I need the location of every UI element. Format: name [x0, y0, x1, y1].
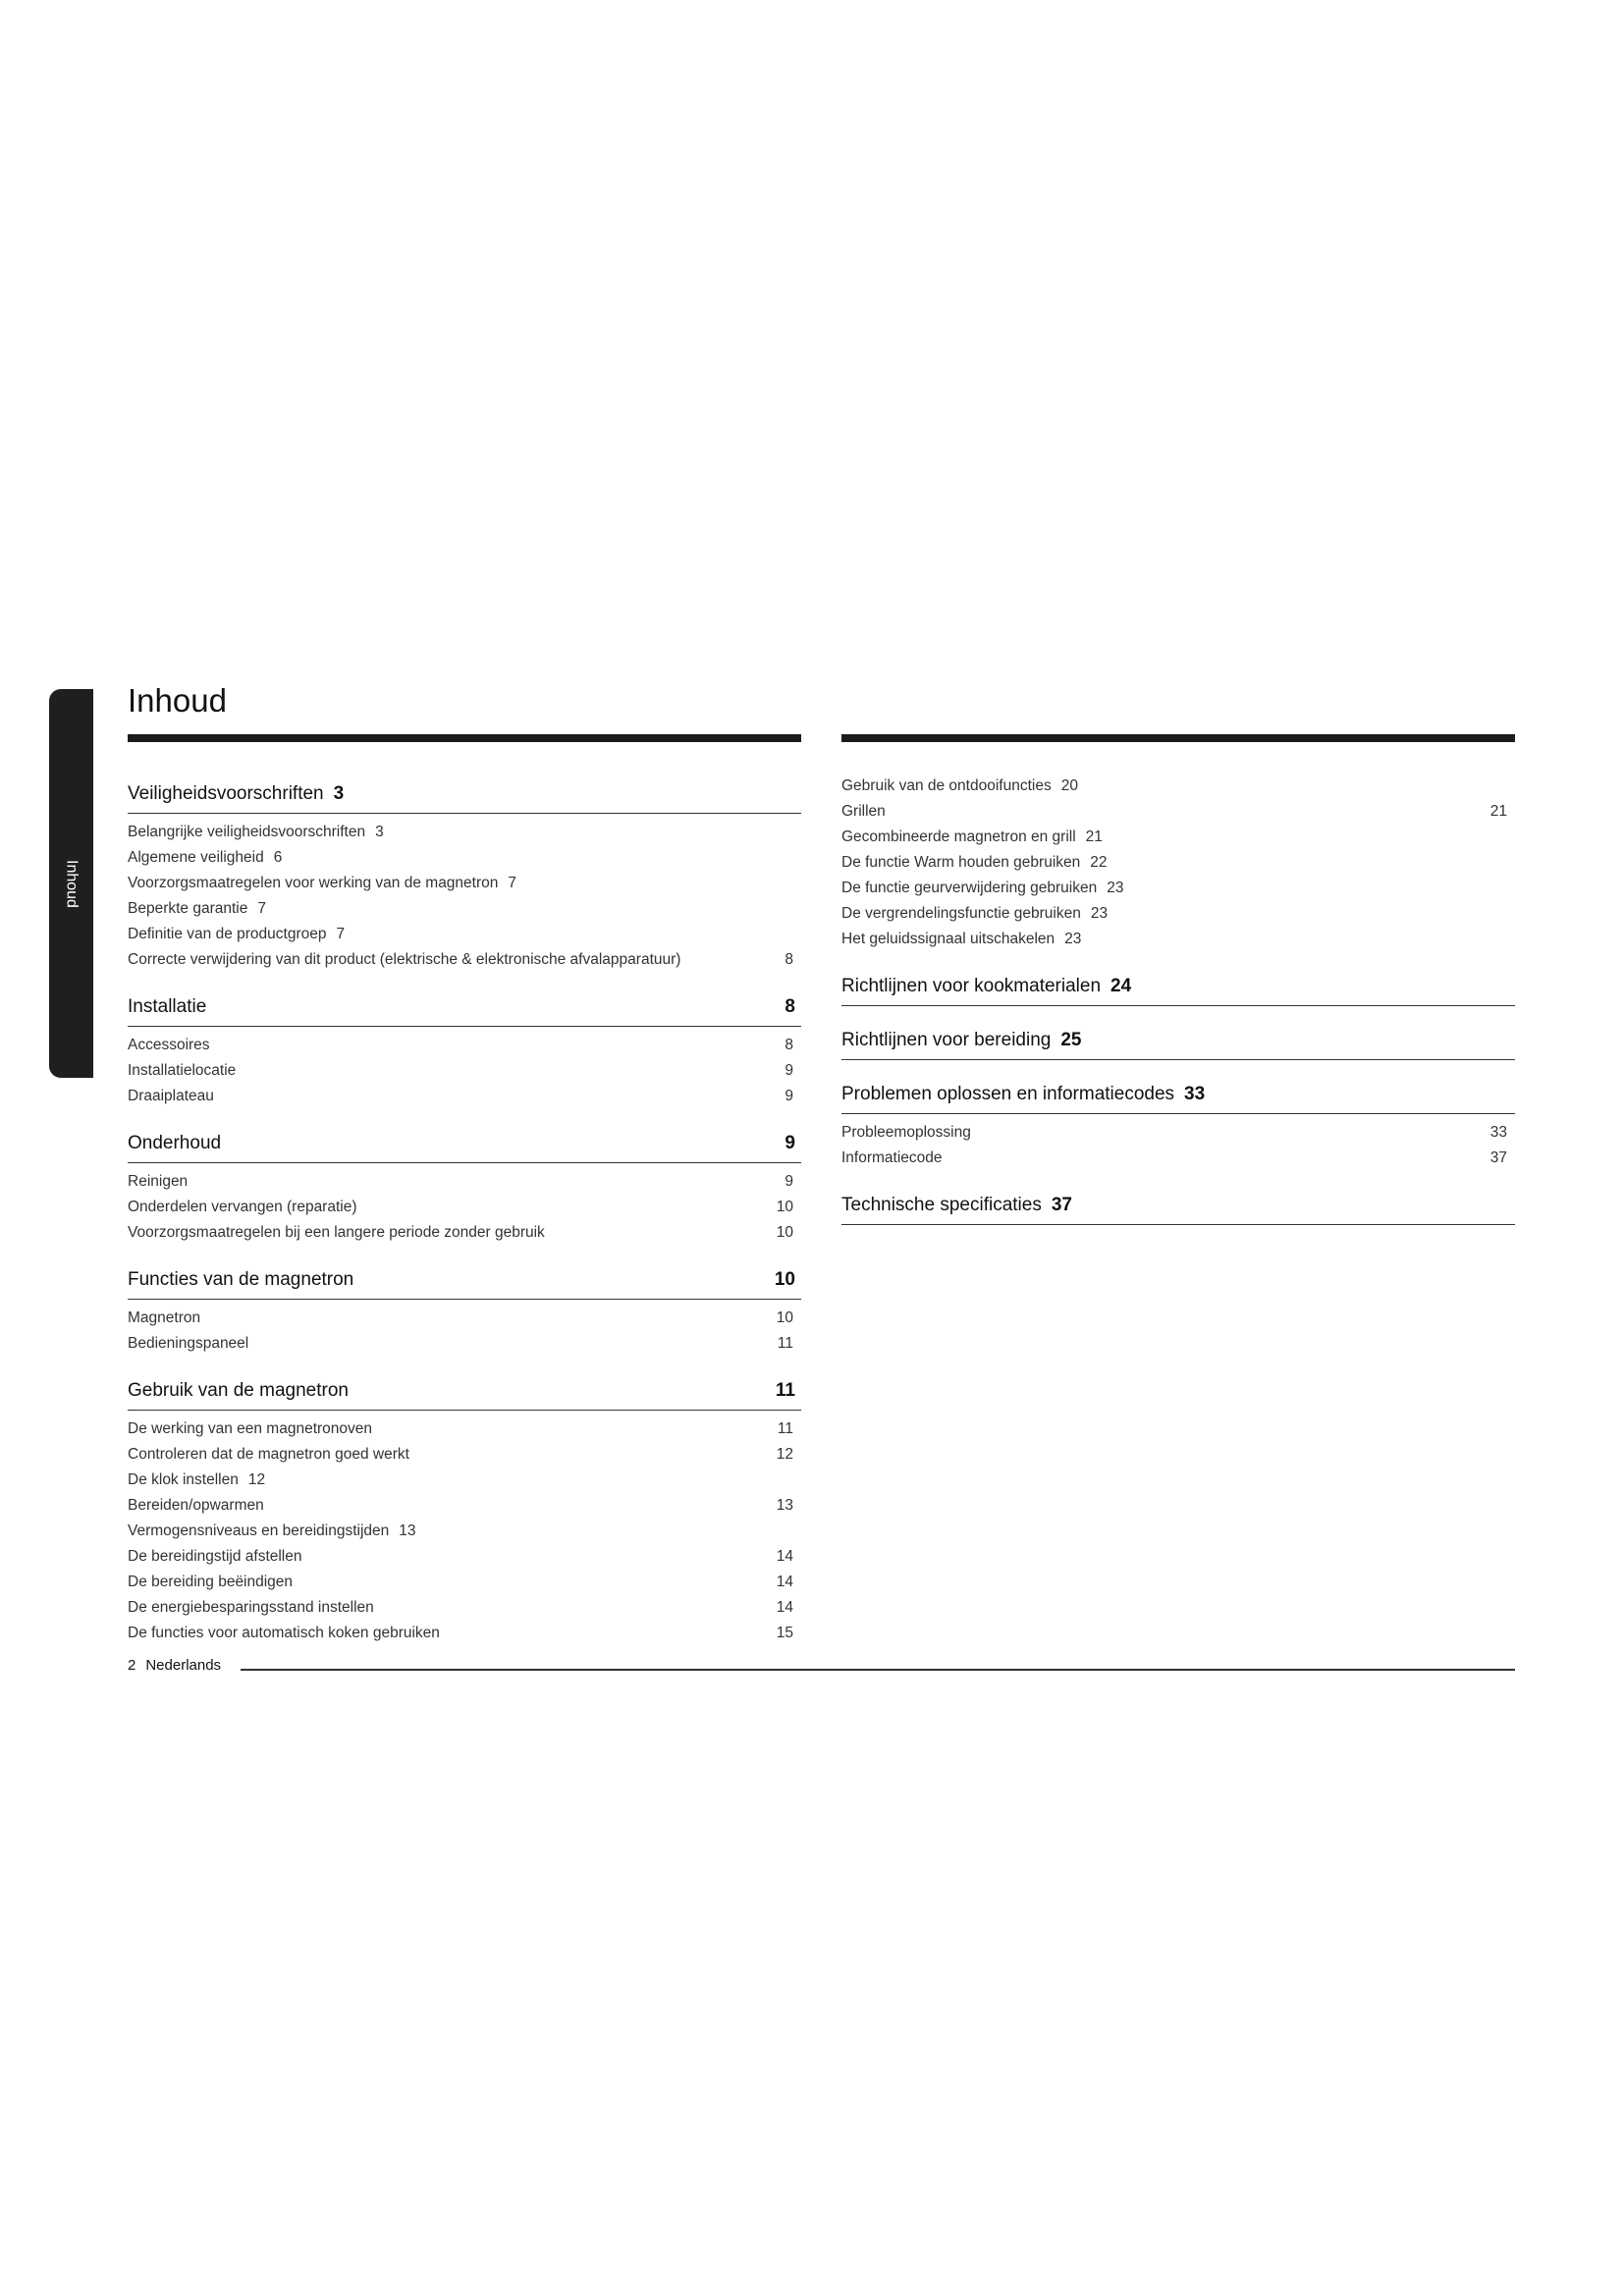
toc-entry[interactable]: [128, 1331, 801, 1357]
toc-section-heading[interactable]: [841, 974, 1515, 1006]
toc-entry[interactable]: [128, 1416, 801, 1442]
toc-section-page: 33: [1184, 1084, 1206, 1104]
toc-entry-page: 3: [375, 824, 384, 840]
toc-entry-label: [128, 1331, 248, 1357]
toc-entry-page: 9: [785, 1088, 793, 1104]
toc-entry[interactable]: [128, 1033, 801, 1058]
toc-entry-text: Algemene veiligheid: [128, 849, 264, 866]
toc-entry-label: [128, 1084, 214, 1109]
toc-entry[interactable]: [841, 1146, 1515, 1171]
toc-entry[interactable]: [841, 1120, 1515, 1146]
toc-entry-text: De bereidingstijd afstellen: [128, 1548, 302, 1565]
toc-section-title-text: Installatie: [128, 996, 207, 1017]
toc-entry-text: De klok instellen: [128, 1471, 239, 1488]
toc-entry-page: 9: [785, 1062, 793, 1079]
toc-entry-label: [841, 1146, 943, 1171]
toc-section-title: [128, 1269, 353, 1291]
toc-entry[interactable]: [128, 1220, 801, 1246]
toc-entry-text: De bereiding beëindigen: [128, 1574, 294, 1590]
toc-entry-page: 14: [776, 1599, 793, 1616]
toc-section-heading[interactable]: [128, 994, 801, 1027]
toc-entry-label: [128, 871, 516, 896]
page-title: Inhoud: [128, 682, 227, 719]
toc-entry-text: De functies voor automatisch koken gebruiken: [128, 1625, 440, 1641]
toc-entry-label: [128, 820, 384, 845]
toc-entry-label: [841, 825, 1103, 850]
toc-section-title: [841, 1084, 1205, 1105]
toc-entry-label: [841, 850, 1108, 876]
toc-entry-text: Magnetron: [128, 1309, 201, 1326]
toc-entry-page: 12: [776, 1446, 793, 1463]
toc-section-page: 11: [775, 1380, 795, 1401]
toc-section-heading[interactable]: [128, 1378, 801, 1411]
toc-entry-label: [128, 1595, 374, 1621]
toc-section-heading[interactable]: [128, 1267, 801, 1300]
toc-section-heading[interactable]: [841, 1082, 1515, 1114]
toc-entry-text: Het geluidssignaal uitschakelen: [841, 931, 1056, 947]
toc-entry-text: De functie Warm houden gebruiken: [841, 854, 1081, 871]
toc-entry-text: Beperkte garantie: [128, 900, 248, 917]
toc-entry-page: 14: [776, 1548, 793, 1565]
page-number: 2: [128, 1657, 136, 1674]
toc-section-page: 8: [785, 996, 795, 1017]
toc-entry[interactable]: [128, 1468, 801, 1493]
toc-entry-label: [841, 799, 886, 825]
title-rule-left: [128, 734, 801, 742]
toc-entry-page: 6: [273, 849, 283, 866]
toc-entry-text: Bereiden/opwarmen: [128, 1497, 264, 1514]
toc-section-page: 9: [785, 1133, 795, 1153]
toc-entry-text: De functie geurverwijdering gebruiken: [841, 880, 1098, 896]
toc-entry-page: 10: [776, 1224, 793, 1241]
toc-section-title-text: Onderhoud: [128, 1133, 222, 1153]
toc-entry-page: 23: [1107, 880, 1124, 896]
toc-entry-label: [128, 845, 282, 871]
toc-entry-label: [128, 947, 680, 973]
toc-entry-label: [128, 1416, 372, 1442]
toc-entry-label: [128, 1220, 545, 1246]
toc-entry-page: 7: [257, 900, 266, 917]
toc-section-title: [128, 1133, 221, 1154]
toc-entry-text: Belangrijke veiligheidsvoorschriften: [128, 824, 366, 840]
toc-entry-page: 21: [1085, 828, 1103, 845]
toc-entry-page: 12: [247, 1471, 266, 1488]
toc-entry[interactable]: [128, 896, 801, 922]
toc-section-title-text: Richtlijnen voor kookmaterialen: [841, 976, 1102, 996]
toc-entry-page: 8: [785, 1037, 793, 1053]
toc-entry-label: [128, 1442, 409, 1468]
page-footer: [128, 1657, 221, 1674]
toc-entry[interactable]: [841, 774, 1515, 799]
toc-section-title: [841, 1195, 1072, 1216]
toc-entry[interactable]: [841, 901, 1515, 927]
toc-entry-label: [841, 774, 1078, 799]
toc-entry-label: [841, 901, 1108, 927]
toc-entry-page: 23: [1090, 905, 1109, 922]
toc-entry-page: 7: [336, 926, 346, 942]
toc-entry-text: Vermogensniveaus en bereidingstijden: [128, 1522, 390, 1539]
toc-entry-page: 9: [785, 1173, 793, 1190]
toc-entry-text: Installatielocatie: [128, 1062, 237, 1079]
toc-entry-label: [128, 1306, 200, 1331]
toc-entry-label: [128, 1544, 302, 1570]
toc-entry-text: Bedieningspaneel: [128, 1335, 249, 1352]
toc-section-title: [128, 996, 206, 1018]
toc-section-title: [841, 1030, 1081, 1051]
toc-entry[interactable]: [128, 1621, 801, 1646]
toc-entry[interactable]: [841, 927, 1515, 952]
toc-entry[interactable]: [128, 1519, 801, 1544]
toc-entry[interactable]: [128, 1493, 801, 1519]
toc-entry-label: [128, 1169, 188, 1195]
toc-entry[interactable]: [128, 1306, 801, 1331]
toc-entry[interactable]: [128, 820, 801, 845]
toc-entry[interactable]: [841, 876, 1515, 901]
toc-entry[interactable]: [841, 799, 1515, 825]
toc-section-title-text: Technische specificaties: [841, 1195, 1042, 1215]
toc-entry-page: 20: [1060, 777, 1078, 794]
toc-section-title-text: Functies van de magnetron: [128, 1269, 354, 1290]
toc-entry[interactable]: [128, 947, 801, 973]
footer-rule: [241, 1669, 1515, 1671]
toc-entry-text: Voorzorgsmaatregelen voor werking van de magnetron: [128, 875, 499, 891]
toc-section-heading[interactable]: [841, 1028, 1515, 1060]
toc-section-page: 3: [333, 783, 345, 804]
toc-section-heading[interactable]: [128, 1131, 801, 1163]
toc-entry-page: 8: [785, 951, 793, 968]
toc-entry-text: Correcte verwijdering van dit product (elektrische & elektronische afvalapparatuur): [128, 951, 681, 968]
toc-entry[interactable]: [841, 825, 1515, 850]
toc-entry-label: [128, 922, 345, 947]
toc-section-title-text: Richtlijnen voor bereiding: [841, 1030, 1052, 1050]
toc-entry-page: 37: [1489, 1149, 1507, 1166]
toc-entry-label: [128, 1570, 293, 1595]
toc-continued-items: [841, 774, 1515, 952]
toc-entry-label: [128, 1519, 416, 1544]
toc-entry-page: 13: [399, 1522, 416, 1539]
toc-section-title: [841, 976, 1131, 997]
toc-entry-label: [128, 1058, 236, 1084]
toc-entry-text: Grillen: [841, 803, 886, 820]
toc-entry-text: Reinigen: [128, 1173, 189, 1190]
toc-section-heading[interactable]: [841, 1193, 1515, 1225]
toc-entry[interactable]: [128, 1084, 801, 1109]
toc-entry-page: 14: [776, 1574, 793, 1590]
toc-entry[interactable]: [128, 845, 801, 871]
toc-entry-page: 23: [1064, 931, 1082, 947]
toc-entry-page: 15: [776, 1625, 793, 1641]
toc-section-heading[interactable]: [128, 781, 801, 814]
toc-entry[interactable]: [128, 1595, 801, 1621]
toc-entry[interactable]: [128, 871, 801, 896]
toc-entry[interactable]: [128, 922, 801, 947]
toc-section-title: [128, 1380, 349, 1402]
toc-entry-text: Definitie van de productgroep: [128, 926, 327, 942]
footer-language: Nederlands: [145, 1657, 222, 1674]
toc-entry-page: 10: [776, 1309, 793, 1326]
toc-entry[interactable]: [128, 1169, 801, 1195]
toc-entry-text: Gebruik van de ontdooifuncties: [841, 777, 1052, 794]
toc-section-title: [128, 783, 344, 805]
toc-section-title-text: Gebruik van de magnetron: [128, 1380, 349, 1401]
toc-entry-text: De energiebesparingsstand instellen: [128, 1599, 374, 1616]
toc-entry[interactable]: [841, 850, 1515, 876]
toc-section-title-text: Problemen oplossen en informatiecodes: [841, 1084, 1175, 1104]
title-rule-right: [841, 734, 1515, 742]
toc-entry[interactable]: [128, 1442, 801, 1468]
toc-entry-text: Informatiecode: [841, 1149, 943, 1166]
toc-entry-page: 7: [508, 875, 517, 891]
toc-entry-label: [128, 896, 266, 922]
toc-entry-text: Accessoires: [128, 1037, 210, 1053]
toc-entry[interactable]: [128, 1544, 801, 1570]
toc-right-column: [841, 754, 1515, 1231]
toc-entry[interactable]: [128, 1195, 801, 1220]
toc-left-column: [128, 754, 801, 1646]
toc-entry-text: Voorzorgsmaatregelen bij een langere periode zonder gebruik: [128, 1224, 545, 1241]
toc-entry-page: 10: [776, 1199, 793, 1215]
toc-entry-text: Probleemoplossing: [841, 1124, 971, 1141]
toc-entry-label: [128, 1621, 440, 1646]
toc-entry-page: 21: [1489, 803, 1507, 820]
toc-entry[interactable]: [128, 1570, 801, 1595]
toc-entry-label: [128, 1493, 264, 1519]
toc-entry-text: De vergrendelingsfunctie gebruiken: [841, 905, 1081, 922]
toc-entry-text: De werking van een magnetronoven: [128, 1420, 373, 1437]
toc-section-title-text: Veiligheidsvoorschriften: [128, 783, 324, 804]
toc-entry-page: 22: [1090, 854, 1108, 871]
toc-section-page: 25: [1060, 1030, 1082, 1050]
side-tab-label: Inhoud: [63, 859, 81, 908]
toc-entry-label: [128, 1195, 357, 1220]
toc-section-page: 10: [774, 1269, 795, 1290]
toc-entry-text: Onderdelen vervangen (reparatie): [128, 1199, 357, 1215]
toc-entry-label: [841, 876, 1123, 901]
toc-entry-label: [128, 1033, 210, 1058]
toc-entry-text: Controleren dat de magnetron goed werkt: [128, 1446, 409, 1463]
toc-section-page: 37: [1051, 1195, 1072, 1215]
toc-entry-label: [841, 927, 1081, 952]
toc-entry-page: 11: [777, 1420, 793, 1437]
toc-entry-text: Draaiplateau: [128, 1088, 214, 1104]
toc-entry-page: 33: [1489, 1124, 1507, 1141]
toc-entry-label: [128, 1468, 265, 1493]
toc-entry-label: [841, 1120, 971, 1146]
toc-entry[interactable]: [128, 1058, 801, 1084]
toc-entry-text: Gecombineerde magnetron en grill: [841, 828, 1076, 845]
toc-section-page: 24: [1110, 976, 1132, 996]
toc-entry-page: 13: [776, 1497, 793, 1514]
toc-entry-page: 11: [777, 1335, 793, 1352]
